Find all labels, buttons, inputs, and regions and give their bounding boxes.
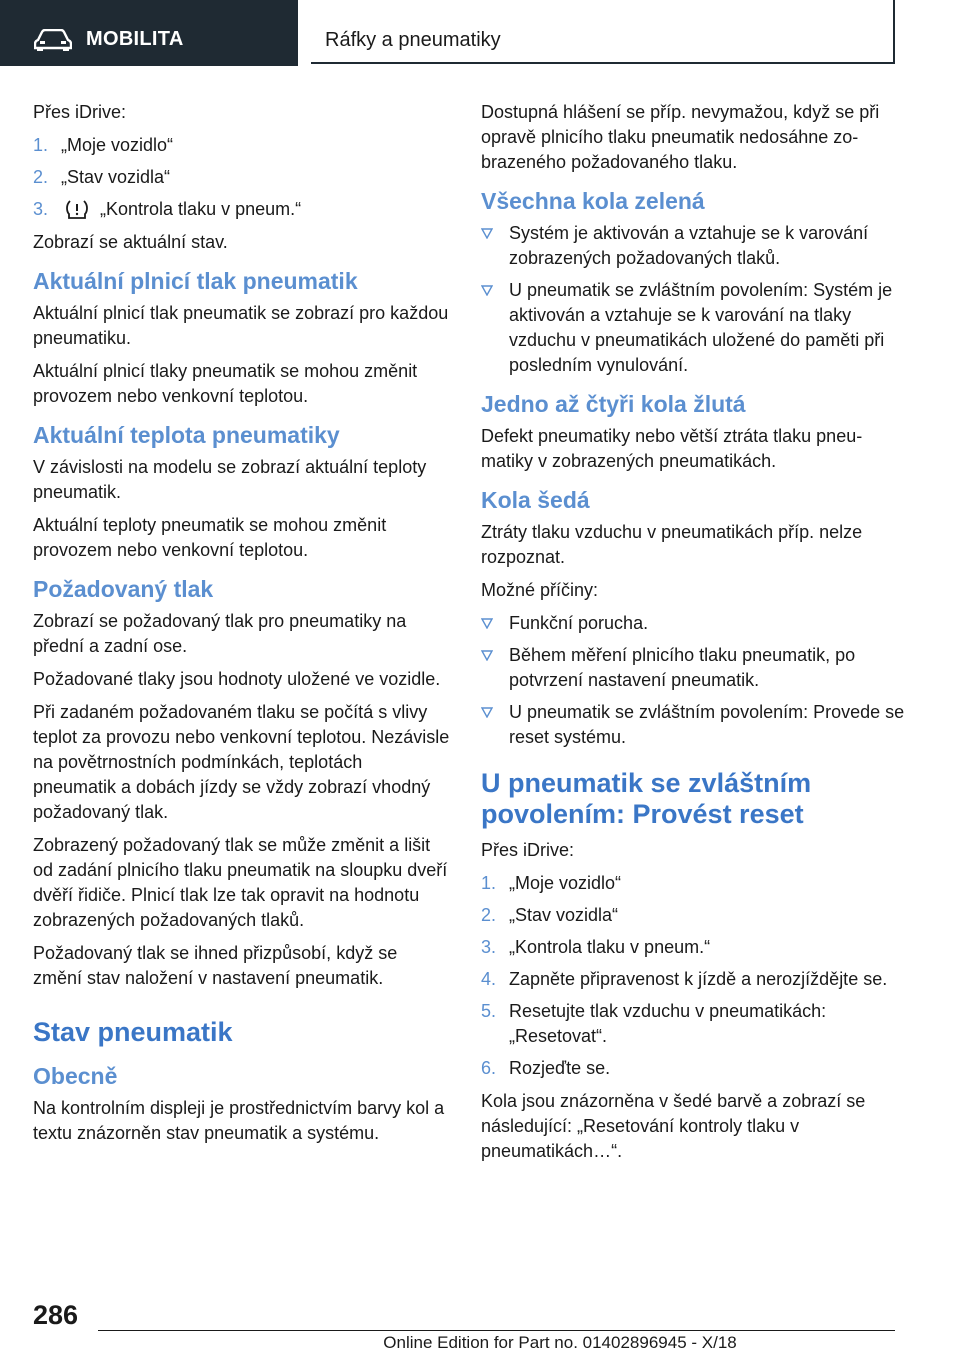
heading-all-green: Všechna kola zelená xyxy=(481,188,705,214)
step-text: Zapněte připravenost k jízdě a nerozjíždějte se. xyxy=(509,969,888,989)
paragraph: Aktuální plnicí tlaky pneumatik se mohou změnit provozem nebo venkovní teplotou. xyxy=(33,361,418,406)
step-text: „Stav vozidla“ xyxy=(509,905,619,925)
list-item xyxy=(481,967,906,992)
paragraph: Při zadaném požadovaném tlaku se počítá s vlivy teplot za provozu nebo venkovní teplotou. Nezávisle na povětrnostních podmínkách, teplotách pneumatik a dobách jízdy se vždy zobrazí vhodný požadovaný tlak. xyxy=(33,702,450,822)
step-number: 5. xyxy=(481,1001,497,1021)
list-item xyxy=(481,871,906,896)
paragraph: Na kontrolním displeji je prostřednictvím barvy kol a textu znázorněn stav pneumatik a systému. xyxy=(33,1098,445,1143)
section-tab xyxy=(0,0,298,66)
step-number: 4. xyxy=(481,969,497,989)
list-text: U pneumatik se zvláštním povolením: Systém je aktivován a vztahuje se k varování na tlaky vzduchu v pneumatikách uložené do paměti při posledním vynulování. xyxy=(509,280,893,375)
list-item xyxy=(33,133,450,158)
section-title: MOBILITA xyxy=(86,28,184,50)
list-item xyxy=(33,197,450,222)
list-item xyxy=(33,165,450,190)
step-number: 1. xyxy=(33,135,49,155)
list-text: Funkční porucha. xyxy=(509,613,649,633)
edition-note: Online Edition for Part no. 01402896945 - X/18 xyxy=(383,1333,737,1352)
list-item xyxy=(481,611,906,636)
chapter-tab xyxy=(311,0,895,64)
list-text: Během měření plnicího tlaku pneumatik, po potvrzení nastavení pneumatik. xyxy=(509,645,856,690)
list-text: Systém je aktivován a vztahuje se k varování zobrazených požadovaných tlaků. xyxy=(509,223,869,268)
step-text: „Moje vozidlo“ xyxy=(509,873,622,893)
list-item xyxy=(481,1056,906,1081)
paragraph: Požadovaný tlak se ihned přizpůsobí, když se změní stav naložení v nastavení pneumatik. xyxy=(33,943,398,988)
triangle-bullet-icon xyxy=(481,618,493,629)
heading-grey: Kola šedá xyxy=(481,487,590,513)
paragraph: V závislosti na modelu se zobrazí aktuální teploty pneumatik. xyxy=(33,457,427,502)
left-column xyxy=(33,100,450,1154)
list-item xyxy=(481,999,906,1049)
paragraph: Přes iDrive: xyxy=(481,840,575,860)
list-text: U pneumatik se zvláštním povolením: Provede se reset systému. xyxy=(509,702,905,747)
step-text: „Moje vozidlo“ xyxy=(61,135,174,155)
list-item xyxy=(481,700,906,750)
paragraph: Defekt pneumatiky nebo větší ztráta tlaku pneumatiky v zobrazených pneumatikách. xyxy=(481,426,863,471)
paragraph: Aktuální plnicí tlak pneumatik se zobrazí pro každou pneumatiku. xyxy=(33,303,449,348)
triangle-bullet-icon xyxy=(481,228,493,239)
tire-pressure-warning-icon xyxy=(65,199,89,221)
triangle-bullet-icon xyxy=(481,707,493,718)
list-item xyxy=(481,643,906,693)
paragraph: Dostupná hlášení se příp. nevymažou, když se při opravě plnicího tlaku pneumatik nedosáhne zobrazeného požadovaného tlaku. xyxy=(481,102,880,172)
heading-reset: U pneumatik se zvláštním povolením: Provést reset xyxy=(481,768,812,829)
list-item xyxy=(481,278,906,378)
step-number: 2. xyxy=(481,905,497,925)
reset-steps xyxy=(481,871,906,1081)
step-text: „Kontrola tlaku v pneum.“ xyxy=(100,199,302,219)
paragraph: Požadované tlaky jsou hodnoty uložené ve vozidle. xyxy=(33,669,441,689)
heading-tire-status: Stav pneumatik xyxy=(33,1017,233,1047)
right-column xyxy=(481,100,906,1172)
step-text: Resetujte tlak vzduchu v pneumatikách: „Resetovat“. xyxy=(509,1001,827,1046)
heading-general: Obecně xyxy=(33,1063,118,1089)
heading-current-temperature: Aktuální teplota pneumatiky xyxy=(33,422,340,448)
idrive-intro: Přes iDrive: xyxy=(33,102,127,122)
paragraph: Ztráty tlaku vzduchu v pneumatikách příp. nelze rozpoznat. xyxy=(481,522,863,567)
heading-target-pressure: Požadovaný tlak xyxy=(33,576,214,602)
car-icon xyxy=(34,29,72,51)
list-item xyxy=(481,903,906,928)
triangle-bullet-icon xyxy=(481,285,493,296)
triangle-bullet-icon xyxy=(481,650,493,661)
grey-list xyxy=(481,611,906,750)
paragraph: Zobrazí se aktuální stav. xyxy=(33,232,228,252)
step-text: „Kontrola tlaku v pneum.“ xyxy=(509,937,711,957)
list-item xyxy=(481,935,906,960)
list-item xyxy=(481,221,906,271)
green-list xyxy=(481,221,906,378)
paragraph: Možné příčiny: xyxy=(481,580,599,600)
idrive-steps xyxy=(33,133,450,222)
step-number: 1. xyxy=(481,873,497,893)
page-number: 286 xyxy=(33,1300,79,1330)
heading-current-pressure: Aktuální plnicí tlak pneumatik xyxy=(33,268,358,294)
heading-yellow: Jedno až čtyři kola žlutá xyxy=(481,391,746,417)
step-number: 3. xyxy=(33,199,49,219)
step-number: 3. xyxy=(481,937,497,957)
paragraph: Zobrazí se požadovaný tlak pro pneumatiky na přední a zadní ose. xyxy=(33,611,407,656)
paragraph: Zobrazený požadovaný tlak se může změnit a lišit od zadání plnicího tlaku pneumatik na sloupku dveří dvěří řidiče. Plnicí tlak lze tak opravit na hodnotu zobrazených požadovaných tlaků. xyxy=(33,835,448,930)
paragraph: Kola jsou znázorněna v šedé barvě a zobrazí se následující: „Resetování kontroly tlaku v pneumatikách…“. xyxy=(481,1091,866,1161)
step-text: „Stav vozidla“ xyxy=(61,167,171,187)
paragraph: Aktuální teploty pneumatik se mohou změnit provozem nebo venkovní teplotou. xyxy=(33,515,387,560)
chapter-title: Ráfky a pneumatiky xyxy=(325,29,501,51)
step-number: 2. xyxy=(33,167,49,187)
page-header xyxy=(0,0,960,66)
footer-divider xyxy=(98,1330,895,1331)
step-number: 6. xyxy=(481,1058,497,1078)
step-text: Rozjeďte se. xyxy=(509,1058,611,1078)
